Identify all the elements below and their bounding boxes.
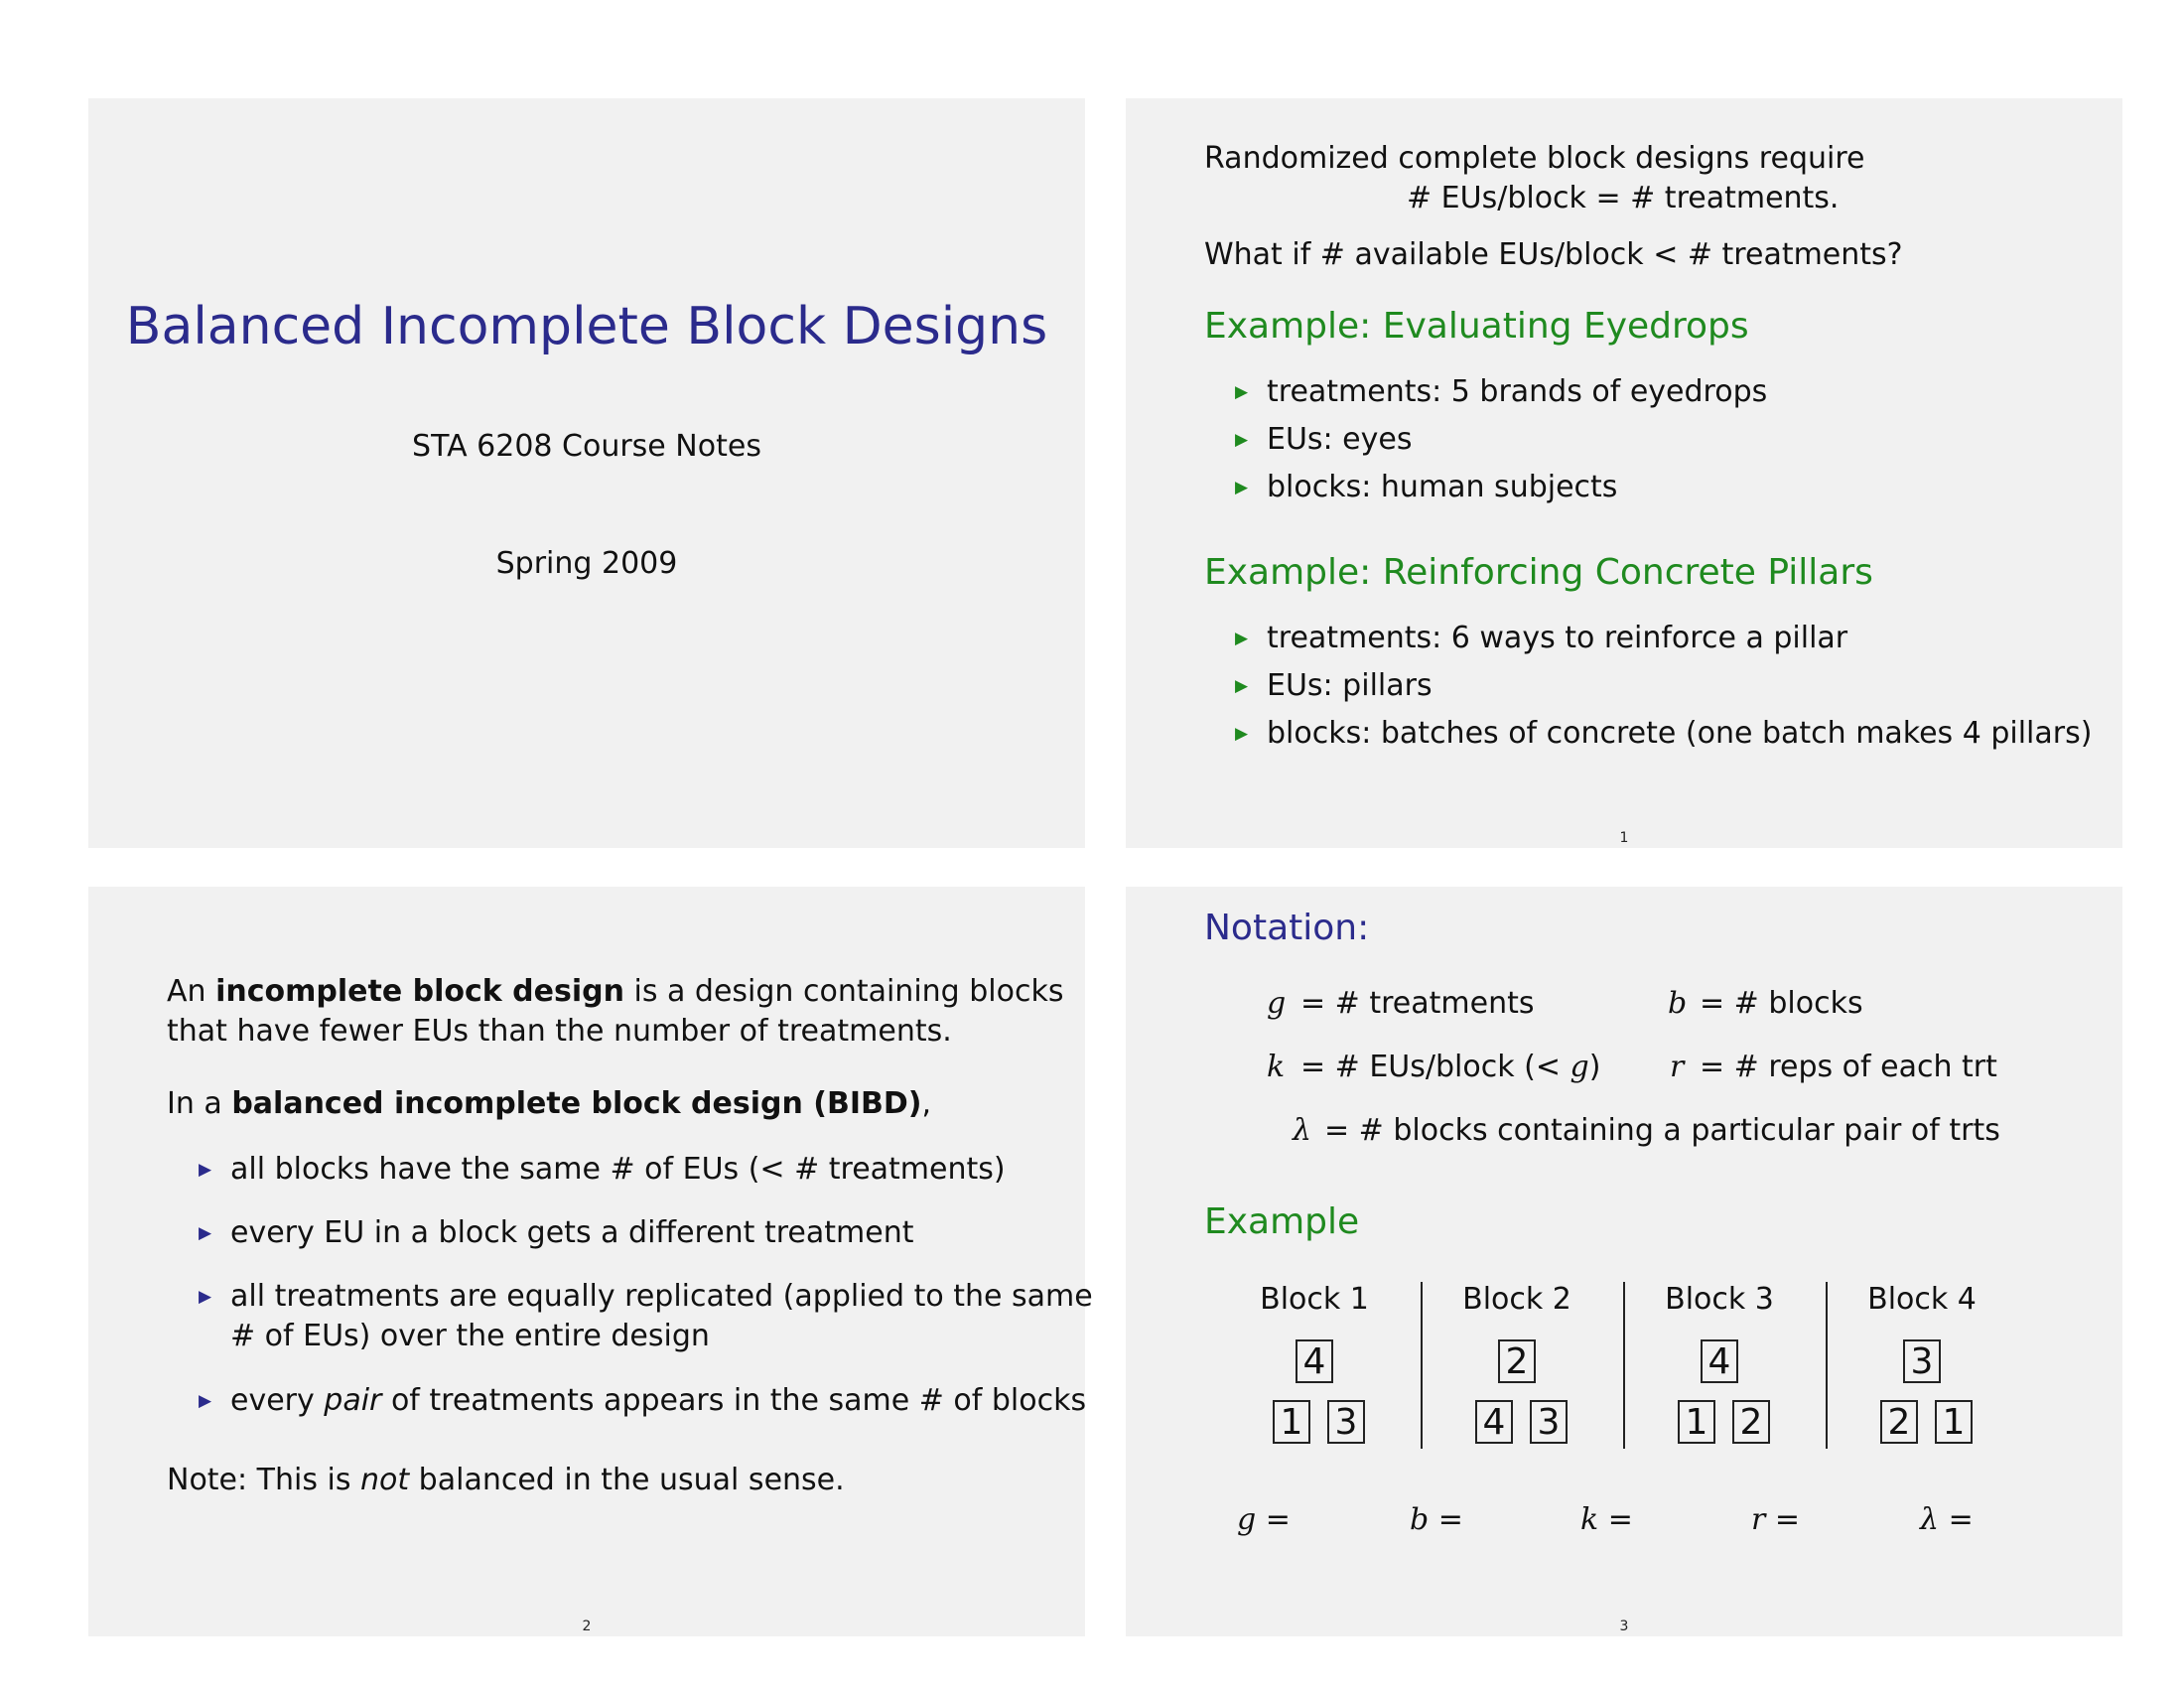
title-slide (88, 98, 1085, 848)
list-item: treatments: 5 brands of eyedrops (1267, 374, 1768, 409)
blank-equation: g = (1237, 1502, 1291, 1537)
list-item: blocks: human subjects (1267, 470, 1618, 504)
list-item: every pair of treatments appears in the same # of blocks (230, 1383, 1087, 1418)
list-item: every EU in a block gets a different treatment (230, 1215, 914, 1250)
bullet-icon: ▶ (1235, 478, 1249, 497)
bullet-icon: ▶ (1235, 676, 1249, 696)
intro-equation: # EUs/block = # treatments. (1407, 181, 1840, 215)
g-symbol: g (1267, 986, 1287, 1021)
treatment-box: 3 (1530, 1400, 1568, 1444)
page-title: Balanced Incomplete Block Designs (125, 297, 1048, 356)
example-heading: Example: Reinforcing Concrete Pillars (1204, 552, 1873, 593)
list-item: EUs: eyes (1267, 422, 1413, 457)
b-definition: = # blocks (1700, 986, 1863, 1021)
slide-1 (1126, 98, 2122, 848)
g-definition: = # treatments (1300, 986, 1535, 1021)
lambda-definition: = # blocks containing a particular pair of trts (1324, 1113, 2000, 1148)
list-item: treatments: 6 ways to reinforce a pillar (1267, 621, 1848, 655)
treatment-box: 1 (1678, 1400, 1715, 1444)
bullet-icon: ▶ (199, 1223, 212, 1243)
blank-equation: r = (1751, 1502, 1801, 1537)
subtitle: STA 6208 Course Notes (412, 429, 761, 464)
page-number: 1 (1619, 830, 1629, 846)
bullet-icon: ▶ (1235, 629, 1249, 648)
page-number: 2 (582, 1618, 592, 1634)
bullet-icon: ▶ (1235, 382, 1249, 402)
bullet-icon: ▶ (1235, 430, 1249, 450)
list-item: EUs: pillars (1267, 668, 1433, 703)
treatment-box: 3 (1327, 1400, 1365, 1444)
block-divider (1421, 1282, 1423, 1449)
defined-term: incomplete block design (215, 974, 624, 1009)
r-symbol: r (1670, 1050, 1685, 1084)
block-label: Block 2 (1462, 1282, 1571, 1317)
block-divider (1623, 1282, 1625, 1449)
blank-equation: λ = (1920, 1502, 1974, 1537)
bullet-icon: ▶ (199, 1160, 212, 1180)
treatment-box: 2 (1498, 1339, 1536, 1383)
bibd-intro: In a balanced incomplete block design (BIBD), (167, 1086, 932, 1121)
treatment-box: 4 (1701, 1339, 1738, 1383)
treatment-box: 1 (1273, 1400, 1310, 1444)
list-item-continuation: # of EUs) over the entire design (230, 1319, 710, 1353)
treatment-box: 2 (1880, 1400, 1918, 1444)
r-definition: = # reps of each trt (1700, 1050, 1997, 1084)
treatment-box: 4 (1475, 1400, 1513, 1444)
bullet-icon: ▶ (199, 1287, 212, 1307)
block-label: Block 4 (1867, 1282, 1977, 1317)
block-label: Block 1 (1260, 1282, 1369, 1317)
treatment-box: 2 (1732, 1400, 1770, 1444)
slide-3 (1126, 887, 2122, 1636)
block-label: Block 3 (1665, 1282, 1774, 1317)
k-definition: = # EUs/block (< g) (1300, 1050, 1601, 1084)
defined-term: balanced incomplete block design (BIBD) (231, 1086, 922, 1121)
k-symbol: k (1267, 1050, 1286, 1084)
b-symbol: b (1668, 986, 1688, 1021)
blank-equation: b = (1410, 1502, 1463, 1537)
lambda-symbol: λ (1293, 1113, 1312, 1148)
definition-line: that have fewer EUs than the number of treatments. (167, 1014, 952, 1049)
blank-equation: k = (1580, 1502, 1633, 1537)
block-divider (1826, 1282, 1828, 1449)
bullet-icon: ▶ (1235, 724, 1249, 744)
slide-2 (88, 887, 1093, 1636)
definition-line: An incomplete block design is a design containing blocks (167, 974, 1064, 1009)
page-number: 3 (1619, 1618, 1629, 1634)
date: Spring 2009 (495, 546, 678, 581)
list-item: blocks: batches of concrete (one batch makes 4 pillars) (1267, 716, 2093, 751)
treatment-box: 4 (1296, 1339, 1333, 1383)
notation-heading: Notation: (1204, 908, 1370, 948)
example-heading: Example (1204, 1201, 1360, 1242)
treatment-box: 3 (1903, 1339, 1941, 1383)
note: Note: This is not balanced in the usual sense. (167, 1463, 845, 1497)
example-heading: Example: Evaluating Eyedrops (1204, 306, 1749, 347)
treatment-box: 1 (1935, 1400, 1973, 1444)
intro-line: Randomized complete block designs require (1204, 141, 1865, 176)
list-item: all blocks have the same # of EUs (< # treatments) (230, 1152, 1006, 1187)
list-item: all treatments are equally replicated (applied to the same (230, 1279, 1093, 1314)
bullet-icon: ▶ (199, 1391, 212, 1411)
question-line: What if # available EUs/block < # treatments? (1204, 237, 1903, 272)
